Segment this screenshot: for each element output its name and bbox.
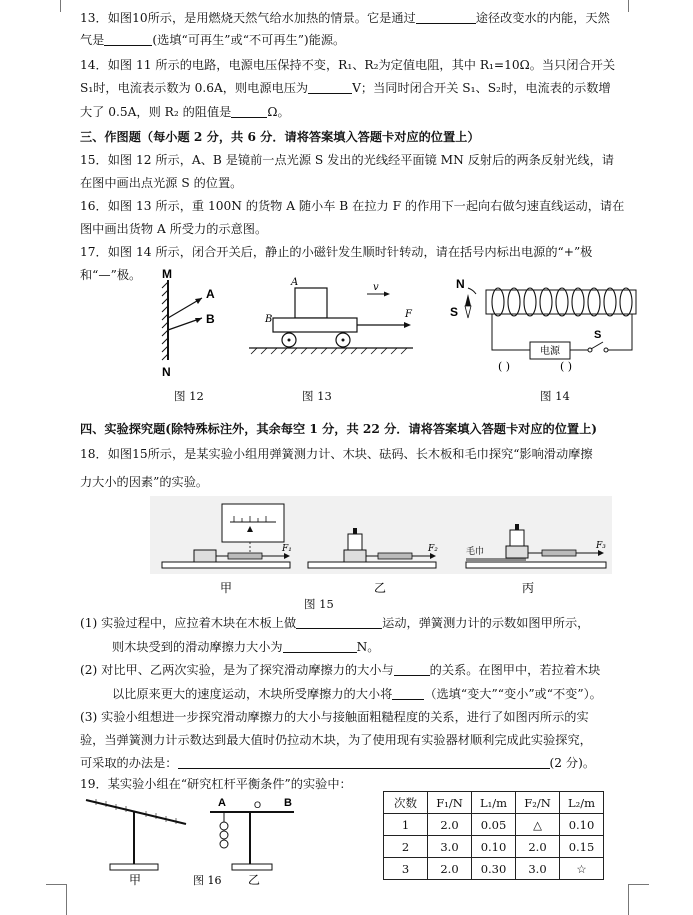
figure-14-solenoid	[448, 272, 648, 376]
paren-left: ( )	[498, 360, 511, 373]
q18-part2-line1: (2) 对比甲、乙两次实验，是为了探究滑动摩擦力的大小与 的关系。在图甲中，若拉着木块	[80, 663, 601, 677]
label-f: F	[405, 309, 412, 320]
label-a: A	[218, 797, 226, 809]
q17-line1: 17．如图 14 所示，闭合开关后，静止的小磁针发生顺时针转动，请在括号内标出电源的“+”极	[80, 245, 593, 259]
label-a: A	[206, 287, 215, 301]
table-header-cell: L₁/m	[472, 792, 516, 814]
table-cell: 0.15	[560, 836, 604, 858]
label-o: O	[254, 800, 262, 810]
q14-line2: S₁时，电流表示数为 0.6A，则电源电压为 V；当同时闭合开关 S₁、S₂时，电流表的示数增	[80, 81, 611, 95]
answer-blank[interactable]	[296, 616, 382, 629]
paren-right: ( )	[560, 360, 573, 373]
table-cell: 0.10	[560, 814, 604, 836]
q18-line2: 力大小的因素”的实验。	[80, 475, 209, 489]
q15-line1: 15．如图 12 所示，A、B 是镜前一点光源 S 发出的光线经平面镜 MN 反射后的两条反射光线，请	[80, 153, 614, 167]
label-f3: F₃	[596, 541, 606, 551]
table-cell: 0.05	[472, 814, 516, 836]
corner-mark	[628, 884, 649, 915]
q15-line2: 在图中画出点光源 S 的位置。	[80, 176, 243, 190]
table-header-cell: F₂/N	[516, 792, 560, 814]
lever-yi-label: 乙	[248, 873, 261, 887]
figure-16-lever	[74, 792, 374, 890]
q13-line2: 气是 (选填“可再生”或“不可再生”)能源。	[80, 33, 346, 47]
table-row	[384, 836, 604, 858]
q19-line1: 19．某实验小组在“研究杠杆平衡条件”的实验中：	[80, 777, 352, 791]
q14-line1: 14．如图 11 所示的电路，电源电压保持不变，R₁、R₂为定值电阻，其中 R₁=10Ω。当只闭合开关	[80, 58, 616, 72]
corner-mark	[628, 0, 643, 12]
answer-blank[interactable]	[416, 11, 476, 24]
lever-data-table	[383, 791, 604, 880]
q16-line1: 16．如图 13 所示，重 100N 的货物 A 随小车 B 在拉力 F 的作用下一起向右做匀速直线运动，请在	[80, 199, 625, 213]
figure-15-caption: 图 15	[304, 597, 334, 611]
q16-line2: 图中画出货物 A 所受力的示意图。	[80, 222, 268, 236]
label-b: B	[284, 797, 292, 809]
label-s: S	[450, 305, 459, 319]
setup-jia-label: 甲	[220, 581, 233, 595]
label-m: M	[162, 268, 172, 281]
table-cell: ☆	[560, 858, 604, 880]
label-b: B	[206, 312, 215, 326]
table-header-row	[384, 792, 604, 814]
table-row	[384, 858, 604, 880]
power-source-label: 电源	[540, 346, 560, 357]
figure-15-friction	[150, 496, 612, 598]
towel-label: 毛巾	[466, 547, 485, 557]
label-n: N	[456, 277, 465, 291]
label-f1: F₁	[282, 544, 292, 554]
setup-yi-label: 乙	[374, 581, 387, 595]
table-cell: △	[516, 814, 560, 836]
table-cell: 1	[384, 814, 428, 836]
answer-blank[interactable]	[178, 756, 550, 769]
q18-part3-line3: 可采取的办法是： (2 分)。	[80, 756, 596, 770]
label-v: v	[373, 282, 379, 293]
table-cell: 0.10	[472, 836, 516, 858]
answer-blank[interactable]	[104, 33, 152, 46]
table-cell: 2.0	[428, 858, 472, 880]
figure-13-cart	[243, 272, 418, 372]
label-f2: F₂	[428, 544, 438, 554]
answer-blank[interactable]	[394, 663, 430, 676]
switch-label: S	[594, 329, 602, 341]
compass-needle-south	[465, 306, 471, 318]
section-3-heading: 三、作图题（每小题 2 分，共 6 分．请将答案填入答题卡对应的位置上）	[80, 130, 480, 144]
table-cell: 0.30	[472, 858, 516, 880]
table-header-cell: L₂/m	[560, 792, 604, 814]
table-cell: 3.0	[428, 836, 472, 858]
q14-line3: 大了 0.5A，则 R₂ 的阻值是 Ω。	[80, 105, 290, 119]
table-cell: 3.0	[516, 858, 560, 880]
figure-14-caption: 图 14	[540, 389, 570, 403]
section-4-heading: 四、实验探究题(除特殊标注外，其余每空 1 分，共 22 分．请将答案填入答题卡对应的位置上)	[80, 422, 598, 436]
label-b: B	[265, 314, 273, 325]
table-cell: 2	[384, 836, 428, 858]
lever-jia-label: 甲	[129, 873, 142, 887]
label-n: N	[162, 365, 171, 379]
setup-bing-label: 丙	[522, 581, 535, 595]
q18-line1: 18．如图15所示，是某实验小组用弹簧测力计、木块、砝码、长木板和毛巾探究“影响滑动摩擦	[80, 447, 593, 461]
table-header-cell: 次数	[384, 792, 428, 814]
answer-blank[interactable]	[392, 687, 424, 700]
answer-blank[interactable]	[308, 81, 352, 94]
table-cell: 2.0	[428, 814, 472, 836]
label-a: A	[291, 277, 299, 288]
q18-part3-line1: (3) 实验小组想进一步探究滑动摩擦力的大小与接触面粗糙程度的关系，进行了如图丙所示的实	[80, 710, 589, 724]
figure-12-mirror	[140, 268, 240, 383]
q18-part3-line2: 验，当弹簧测力计示数达到最大值时仍拉动木块，为了使用现有实验器材顺利完成此实验探究，	[80, 733, 592, 747]
compass-needle-north	[465, 294, 471, 306]
q18-part1-line2: 则木块受到的滑动摩擦力大小为 N。	[112, 640, 380, 654]
table-cell: 3	[384, 858, 428, 880]
figure-13-caption: 图 13	[302, 389, 332, 403]
q13-line1: 13．如图10所示，是用燃烧天然气给水加热的情景。它是通过 途径改变水的内能，天然	[80, 11, 610, 25]
corner-mark	[46, 0, 61, 12]
figure-16-caption: 图 16	[193, 874, 222, 887]
answer-blank[interactable]	[231, 105, 267, 118]
table-header-cell: F₁/N	[428, 792, 472, 814]
corner-mark	[46, 884, 67, 915]
table-cell: 2.0	[516, 836, 560, 858]
table-row	[384, 814, 604, 836]
q18-part1-line1: (1) 实验过程中，应拉着木块在木板上做 运动，弹簧测力计的示数如图甲所示，	[80, 616, 590, 630]
answer-blank[interactable]	[283, 640, 357, 653]
q18-part2-line2: 以比原来更大的速度运动，木块所受摩擦力的大小将 （选填“变大”“变小”或“不变”）。	[112, 687, 602, 701]
q17-line2: 和“—”极。	[80, 268, 142, 282]
figure-12-caption: 图 12	[174, 389, 204, 403]
